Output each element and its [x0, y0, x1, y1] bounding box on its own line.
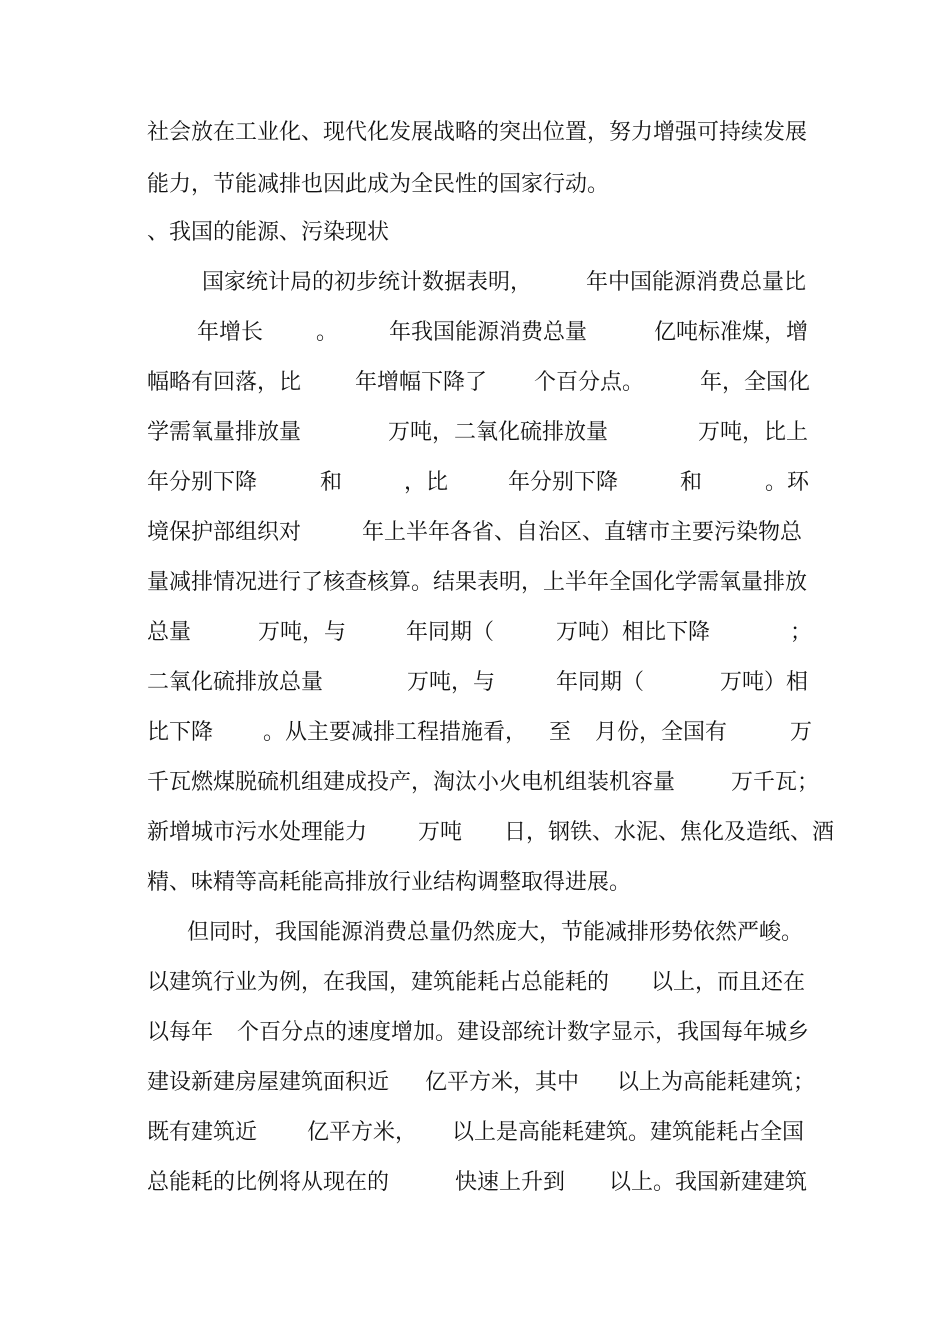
text-segment: 万吨）相: [720, 670, 809, 695]
text-segment: 但同时，我国能源消费总量仍然庞大，节能减排形势依然严峻。: [187, 920, 804, 945]
text-segment: 万吨，比上: [698, 420, 809, 445]
text-segment: 万吨: [418, 820, 463, 845]
text-segment: 年增长: [197, 320, 264, 345]
text-segment: 以上为高能耗建筑；: [617, 1070, 816, 1095]
text-segment: 、我国的能源、污染现状: [147, 220, 390, 245]
text-segment: 至: [549, 720, 572, 745]
text-line: [0, 1158, 950, 1208]
text-segment: 个百分点。: [534, 370, 645, 395]
text-line: [0, 160, 950, 210]
text-segment: 既有建筑近: [147, 1120, 258, 1145]
text-segment: 量减排情况进行了核查核算。结果表明，上半年全国化学需氧量排放: [147, 570, 808, 595]
text-line: [0, 658, 950, 708]
text-segment: 和: [680, 470, 703, 495]
text-segment: 精、味精等高耗能高排放行业结构调整取得进展。: [147, 870, 632, 895]
text-segment: 以建筑行业为例，在我国，建筑能耗占总能耗的: [147, 970, 610, 995]
text-segment: 。从主要减排工程措施看，: [263, 720, 528, 745]
text-line: [0, 1108, 950, 1158]
text-segment: 以上是高能耗建筑。建筑能耗占全国: [452, 1120, 805, 1145]
text-segment: 年上半年各省、自治区、直辖市主要污染物总: [362, 520, 803, 545]
text-segment: 。: [316, 320, 339, 345]
text-segment: 年我国能源消费总量: [389, 320, 588, 345]
text-segment: 二氧化硫排放总量: [147, 670, 324, 695]
text-segment: 境保护部组织对: [147, 520, 302, 545]
text-segment: 万吨，与: [258, 620, 347, 645]
text-segment: 总量: [147, 620, 192, 645]
text-segment: 比下降: [147, 720, 214, 745]
text-line: [0, 458, 950, 508]
text-segment: 万吨，二氧化硫排放量: [388, 420, 609, 445]
text-segment: 日，钢铁、水泥、焦化及造纸、酒: [504, 820, 835, 845]
text-segment: 和: [320, 470, 343, 495]
text-segment: 以上，而且还在: [651, 970, 806, 995]
text-segment: 年同期（: [406, 620, 495, 645]
text-segment: 年同期（: [556, 670, 645, 695]
text-segment: 幅略有回落，比: [147, 370, 302, 395]
text-segment: 。环: [765, 470, 810, 495]
text-segment: 亿平方米，: [307, 1120, 418, 1145]
text-line: [0, 608, 950, 658]
text-segment: 年，全国化: [700, 370, 811, 395]
text-segment: 建设新建房屋建筑面积近: [147, 1070, 390, 1095]
text-line: [0, 258, 950, 308]
text-line: [0, 108, 950, 158]
text-line: [0, 558, 950, 608]
text-segment: 千瓦燃煤脱硫机组建成投产，淘汰小火电机组装机容量: [147, 770, 676, 795]
text-segment: ，比: [404, 470, 449, 495]
text-line: [0, 758, 950, 808]
text-segment: ；: [790, 620, 813, 645]
text-segment: 个百分点的速度增加。建设部统计数字显示，我国每年城乡: [237, 1020, 810, 1045]
text-segment: 万千瓦；: [731, 770, 820, 795]
text-segment: 亿平方米，其中: [425, 1070, 580, 1095]
text-segment: 万: [790, 720, 813, 745]
text-line: [0, 908, 950, 958]
text-line: [0, 708, 950, 758]
text-line: [0, 808, 950, 858]
text-segment: 年中国能源消费总量比: [586, 270, 807, 295]
text-line: [0, 858, 950, 908]
text-line: [0, 1058, 950, 1108]
text-segment: 万吨，与: [407, 670, 496, 695]
text-segment: 亿吨标准煤，增: [654, 320, 809, 345]
text-segment: 年分别下降: [508, 470, 619, 495]
text-segment: 万吨）相比下降: [556, 620, 711, 645]
text-line: [0, 1008, 950, 1058]
text-segment: 年增幅下降了: [355, 370, 488, 395]
text-segment: 能力，节能减排也因此成为全民性的国家行动。: [147, 172, 610, 197]
text-segment: 快速上升到: [455, 1170, 566, 1195]
text-segment: 年分别下降: [147, 470, 258, 495]
text-segment: 新增城市污水处理能力: [147, 820, 368, 845]
text-segment: 总能耗的比例将从现在的: [147, 1170, 390, 1195]
text-line: [0, 358, 950, 408]
text-line: [0, 308, 950, 358]
text-segment: 国家统计局的初步统计数据表明，: [202, 270, 533, 295]
text-segment: 以上。我国新建建筑: [609, 1170, 808, 1195]
text-segment: 以每年: [147, 1020, 214, 1045]
text-line: [0, 508, 950, 558]
text-segment: 学需氧量排放量: [147, 420, 302, 445]
text-segment: 社会放在工业化、现代化发展战略的突出位置，努力增强可持续发展: [147, 120, 808, 145]
text-line: [0, 958, 950, 1008]
text-line: [0, 408, 950, 458]
section-heading: [0, 208, 950, 258]
text-segment: 月份，全国有: [595, 720, 728, 745]
